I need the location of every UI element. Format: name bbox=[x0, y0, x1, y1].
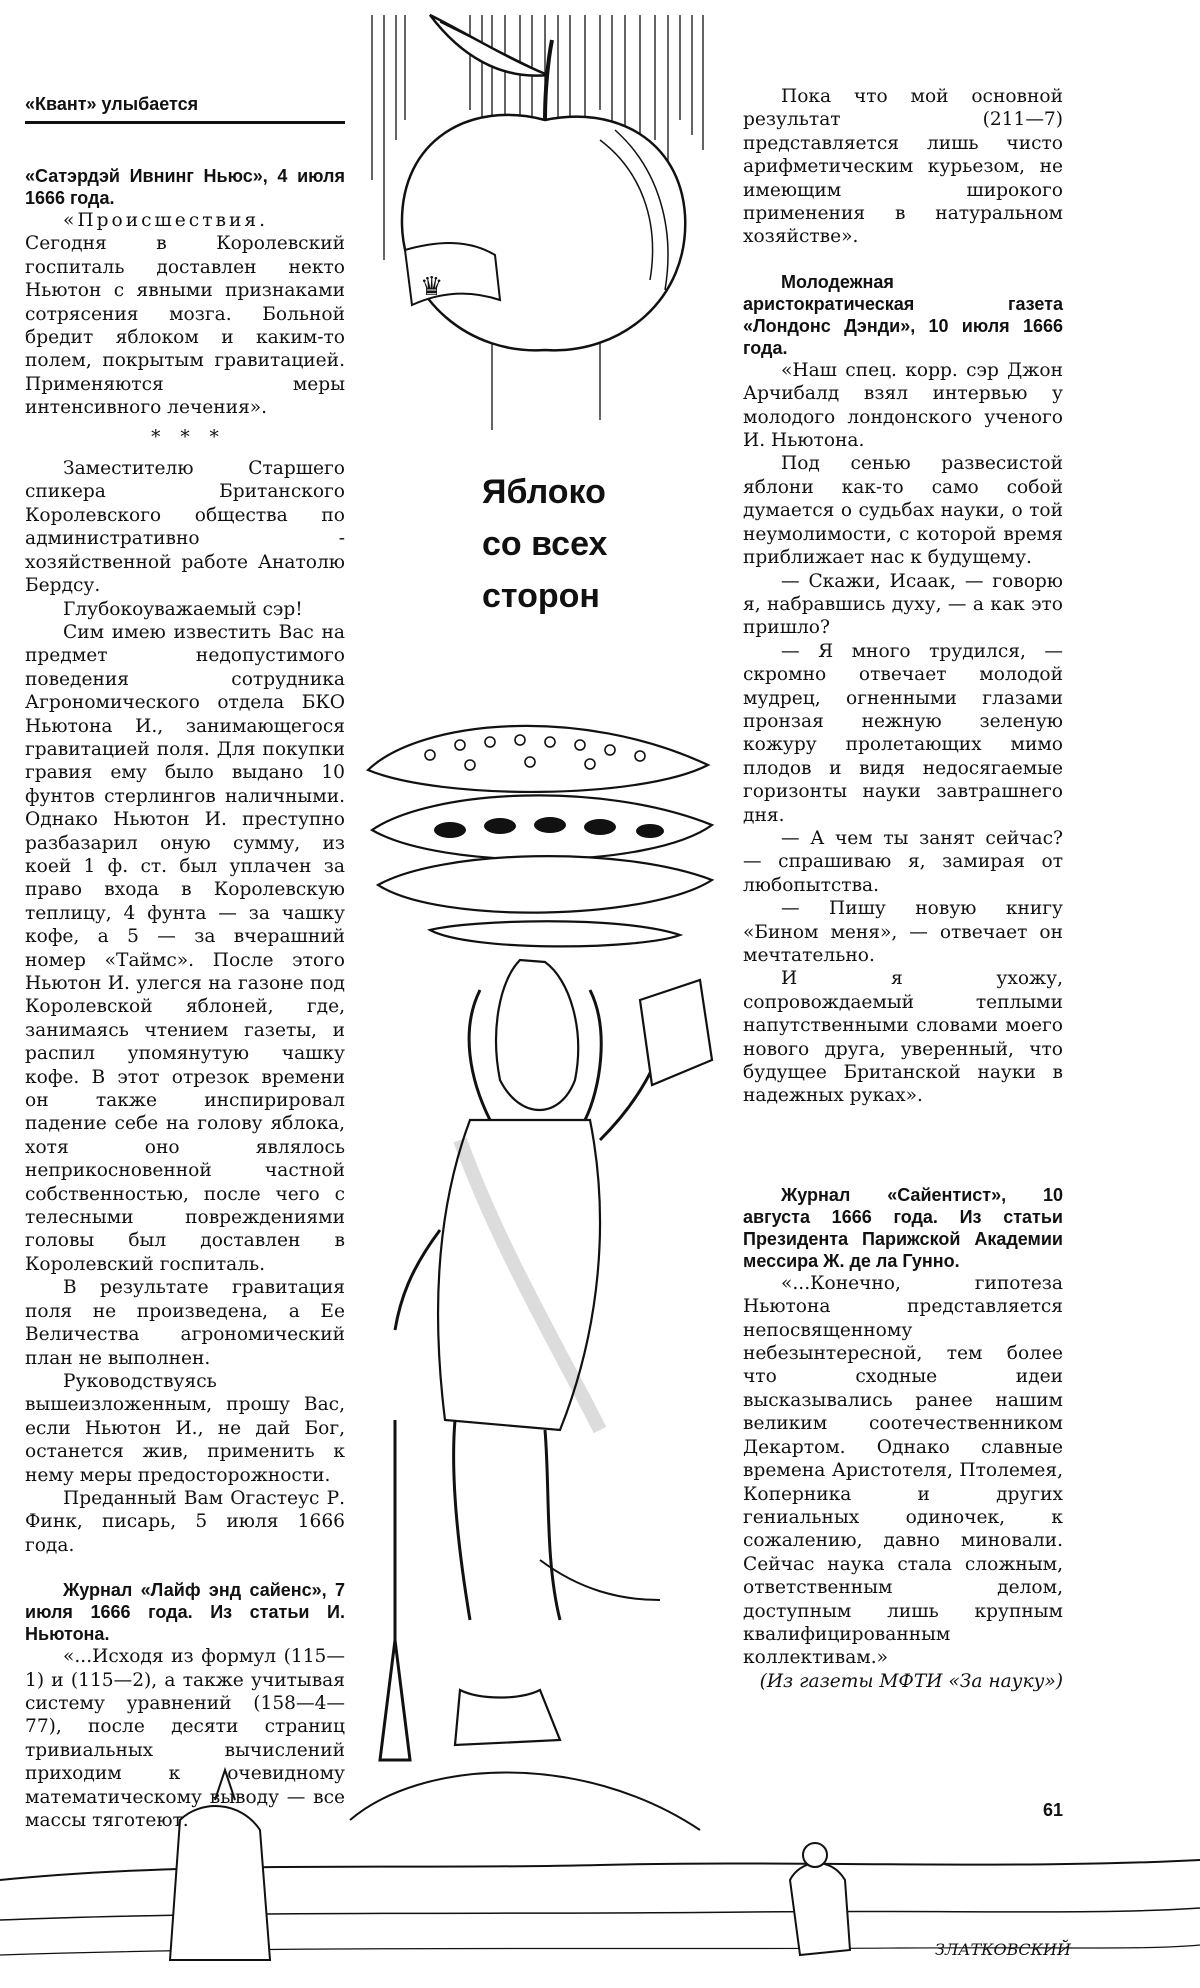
london-dandy-paragraph-6: — Пишу новую книгу «Бином меня», — отвечает он мечтательно. bbox=[743, 898, 1063, 966]
section-rule bbox=[25, 121, 345, 124]
life-science-paragraph-1: «...Исходя из формул (115—1) и (115—2), а также учитывая систему уравнений (158—4—77), после десяти страниц тривиальных вычислений приходим к очевидному математическому выводу — все массы тяготеют. bbox=[25, 1646, 345, 1831]
title-line-1: Яблоко bbox=[482, 473, 606, 511]
london-dandy-paragraph-4: — Я много трудился, — скромно отвечает молодой мудрец, огненными глазами пронзая нежную зеленую кожуру пролетающих мимо плодов и видя недосягаемые горизонты науки завтрашнего дня. bbox=[743, 640, 1063, 826]
scientist-heading: Журнал «Сайентист», 10 августа 1666 года. Из статьи Президента Парижской Академии мессира Ж. де ла Гунно. bbox=[743, 1184, 1063, 1271]
saturday-lead: «Происшествия bbox=[63, 210, 260, 231]
letter-signature: Преданный Вам Огастеус Р. Финк, писарь, 5 июля 1666 года. bbox=[25, 1487, 345, 1556]
life-science-paragraph-2: Пока что мой основной результат (211—7) представляется лишь чисто арифметическим курьезом, не имеющим широкого применения в натуральном хозяйстве». bbox=[743, 86, 1063, 248]
letter-address: Заместителю Старшего спикера Британского Королевского общества по административно - хозяйственной работе Анатолю Бердсу. bbox=[25, 458, 345, 597]
saturday-heading: «Сатэрдэй Ивнинг Ньюс», 4 июля 1666 года. bbox=[25, 166, 345, 208]
letter-paragraph-1: Сим имею известить Вас на предмет недопустимого поведения сотрудника Агрономического отдела БКО Ньютона И., занимающегося гравитацией поля. Для покупки гравия ему было выдано 10 фунтов стерлингов наличными. Однако Ньютон И. преступно разбазарил оную сумму, из коей 1 ф. ст. был уплачен за право входа в Королевскую теплицу, 4 фунта — за чашку кофе, а 5 — за вчерашний номер «Таймс». После этого Ньютон И. улегся на газоне под Королевской яблоней, где, занимаясь чтением газеты, и распил упомянутую чашку кофе. В этот отрезок времени он также инспирировал падение себе на голову яблока, хотя оно являлось неприкосновенной частной собственностью, после чего с телесными повреждениями головы был доставлен в Королевский госпиталь. bbox=[25, 621, 345, 1275]
saturday-body bbox=[25, 209, 345, 420]
page-number: 61 bbox=[1043, 1800, 1064, 1820]
apple-icon bbox=[402, 15, 685, 350]
london-dandy-paragraph-3: — Скажи, Исаак, — говорю я, набравшись духу, — а как это пришло? bbox=[743, 570, 1063, 639]
source-note: (Из газеты МФТИ «За науку») bbox=[759, 1670, 1063, 1692]
right-column bbox=[743, 85, 1063, 1693]
london-dandy-paragraph-1: «Наш спец. корр. сэр Джон Арчибалд взял интервью у молодого лондонского ученого И. Ньютона. bbox=[743, 359, 1063, 452]
pillow-stack-icon bbox=[368, 726, 712, 913]
saturday-text: . Сегодня в Королевский госпиталь доставлен некто Ньютон с явными признаками сотрясения мозга. Больной бредит яблоком и каким-то полем, покрытым гравитацией. Применяются меры интенсивного лечения». bbox=[25, 210, 345, 419]
letter-paragraph-3: Руководствуясь вышеизложенным, прошу Вас, если Ньютон И., не дай Бог, останется жив, применить к нему меры предосторожности. bbox=[25, 1370, 345, 1486]
scientist-paragraph-1: «...Конечно, гипотеза Ньютона представляется непосвященному небезынтересной, тем более что сходные идеи высказывались ранее нашим великим соотечественником Декартом. Однако славные времена Аристотеля, Птолемея, Коперника и других гениальных одиночек, к сожалению, давно миновали. Сейчас наука стала сложным, ответственным делом, доступным лишь крупным квалифицированным коллективам.» bbox=[743, 1272, 1063, 1669]
artist-signature: ЗЛАТКОВСКИЙ bbox=[935, 1940, 1071, 1959]
london-dandy-paragraph-5: — А чем ты занят сейчас? — спрашиваю я, замирая от любопытства. bbox=[743, 827, 1063, 896]
london-dandy-heading: Молодежная аристократическая газета «Лондонс Дэнди», 10 июля 1666 года. bbox=[743, 271, 1063, 358]
section-label: «Квант» улыбается bbox=[25, 94, 199, 114]
letter-paragraph-2: В результате гравитация поля не произведена, а Ее Величества агрономический план не выполнен. bbox=[25, 1277, 345, 1369]
newton-figure-icon bbox=[380, 921, 712, 1760]
london-dandy-paragraph-7: И я ухожу, сопровождаемый теплыми напутственными словами моего нового друга, уверенный, что будущее Британской науки в надежных руках». bbox=[743, 968, 1063, 1107]
title-line-2: со всех bbox=[482, 525, 608, 563]
left-column bbox=[25, 165, 345, 1832]
section-separator: * * * bbox=[151, 426, 219, 448]
london-dandy-paragraph-2: Под сенью развесистой яблони как-то само собой думается о судьбах науки, о той неумолимости, с которой время приближает нас к будущему. bbox=[743, 453, 1063, 569]
title-line-3: сторон bbox=[482, 577, 600, 615]
letter-greeting: Глубокоуважаемый сэр! bbox=[63, 598, 303, 620]
svg-text:♛: ♛ bbox=[420, 272, 444, 302]
life-science-heading: Журнал «Лайф энд сайенс», 7 июля 1666 года. Из статьи И. Ньютона. bbox=[25, 1580, 345, 1645]
article-title bbox=[482, 466, 607, 622]
